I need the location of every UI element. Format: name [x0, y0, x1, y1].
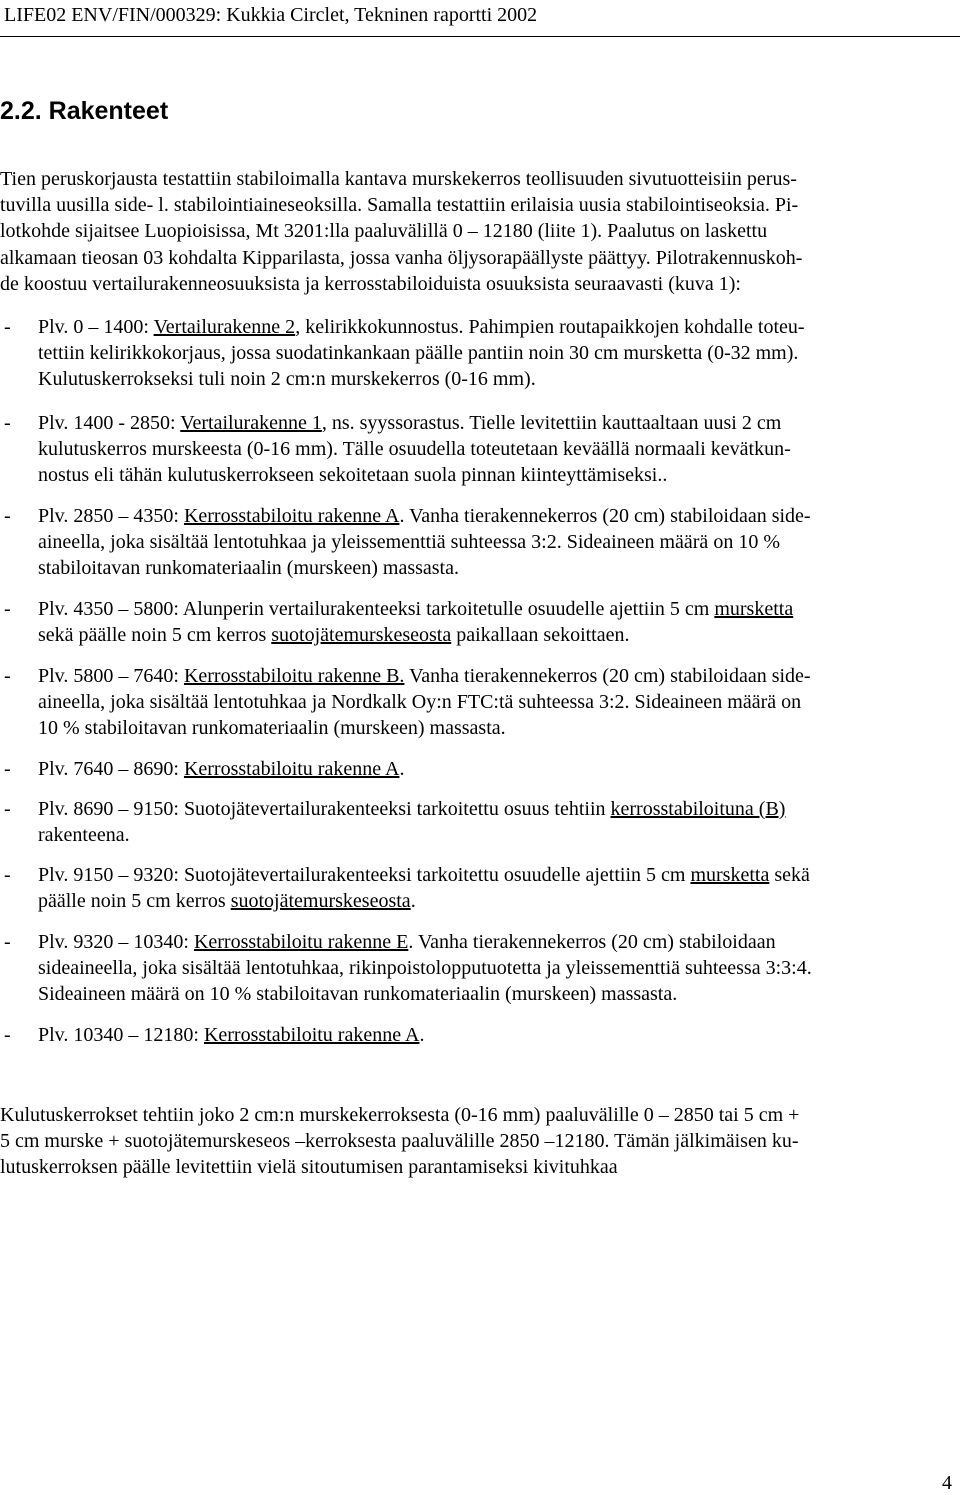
text-line: [38, 503, 945, 529]
text-line: aineella, joka sisältää lentotuhkaa ja Nordkalk Oy:n FTC:tä suhteessa 3:2. Sideaineen määrä on: [38, 691, 802, 714]
text-line: nostus eli tähän kulutuskerrokseen sekoitetaan suola pinnan kiinteyttämiseksi..: [38, 464, 668, 487]
text-run: Plv. 2850 – 4350:: [38, 505, 184, 527]
text-line: [38, 663, 945, 689]
header-rule: [0, 36, 960, 37]
text-line: aineella, joka sisältää lentotuhkaa ja yleissementtiä suhteessa 3:2. Sideaineen määrä on 10 %: [38, 531, 780, 554]
running-header: LIFE02 ENV/FIN/000329: Kukkia Circlet, Tekninen raportti 2002: [4, 4, 538, 26]
text-line: 5 cm murske + suotojätemurskeseos –kerroksesta paaluvälille 2850 –12180. Tämän jälkimäisen ku-: [0, 1130, 799, 1153]
underlined-term: suotojätemurskeseosta: [230, 890, 411, 913]
text-line: lotkohde sijaitsee Luopioisissa, Mt 3201:lla paaluvälillä 0 – 12180 (liite 1). Paalutus on laskettu: [0, 220, 768, 243]
list-item-10: [0, 1022, 945, 1048]
intro-paragraph: [0, 166, 945, 297]
text-line: alkamaan tieosan 03 kohdalta Kipparilasta, jossa vanha öljysorapäällyste päättyy. Pilotrakennuskoh-: [0, 246, 803, 269]
text-line: [38, 622, 945, 648]
underlined-term: Kerrosstabiloitu rakenne A: [183, 758, 400, 780]
list-item-5: [0, 663, 945, 742]
text-run: Plv. 9320 – 10340:: [38, 931, 194, 953]
text-line: stabiloitavan runkomateriaalin (murskeen) massasta.: [38, 557, 459, 580]
text-line: Kulutuskerrokseksi tuli noin 2 cm:n murskekerros (0-16 mm).: [38, 368, 536, 391]
list-dash: -: [4, 665, 11, 687]
text-run: . Vanha tierakennekerros (20 cm) stabiloidaan: [408, 931, 776, 953]
underlined-term: Vertailurakenne 1: [180, 412, 322, 434]
text-run: sekä: [769, 864, 810, 886]
text-line: [38, 862, 945, 888]
list-dash: -: [4, 864, 11, 886]
text-line: tettiin kelirikkokorjaus, jossa suodatinkankaan päälle pantiin noin 30 cm mursketta (0-32 mm).: [38, 342, 799, 365]
underlined-term: mursketta: [714, 598, 794, 620]
text-line: tuvilla uusilla side- l. stabilointiaineseoksilla. Samalla testattiin erilaisia uusia stabilointiseoksia. Pi-: [0, 194, 799, 217]
section-title: 2.2. Rakenteet: [0, 97, 169, 125]
text-line: [38, 888, 945, 914]
underlined-term: Kerrosstabiloitu rakenne A: [183, 505, 400, 527]
text-line: Sideaineen määrä on 10 % stabiloitavan runkomateriaalin (murskeen) massasta.: [38, 983, 678, 1006]
page-number: 4: [942, 1472, 952, 1494]
text-run: paikallaan sekoittaen.: [451, 624, 630, 647]
text-line: [38, 929, 945, 955]
text-run: Vanha tierakennekerros (20 cm) stabiloidaan side-: [404, 665, 811, 687]
underlined-term: kerrosstabiloituna (B): [610, 798, 786, 820]
list-item-3: [0, 503, 945, 582]
text-line: [38, 796, 945, 822]
text-run: , kelirikkokunnostus. Pahimpien routapaikkojen kohdalle toteu-: [295, 316, 805, 338]
text-line: [38, 756, 945, 782]
underlined-term: Vertailurakenne 2: [153, 316, 296, 338]
text-run: Plv. 8690 – 9150: Suotojätevertailurakenteeksi tarkoitettu osuus tehtiin: [38, 798, 611, 820]
underlined-term: Kerrosstabiloitu rakenne B.: [183, 665, 405, 687]
text-run: päälle noin 5 cm kerros: [38, 890, 231, 913]
text-run: sekä päälle noin 5 cm kerros: [38, 624, 272, 647]
text-run: Plv. 7640 – 8690:: [38, 758, 184, 780]
text-line: rakenteena.: [38, 824, 130, 847]
list-dash: -: [4, 758, 11, 780]
list-item-4: [0, 596, 945, 648]
text-run: Plv. 9150 – 9320: Suotojätevertailurakenteeksi tarkoitettu osuudelle ajettiin 5 cm: [38, 864, 691, 886]
text-line: [38, 1022, 945, 1048]
text-line: kulutuskerros murskeesta (0-16 mm). Tälle osuudella toteutetaan keväällä normaali kevätkun-: [38, 438, 791, 461]
list-dash: -: [4, 931, 11, 953]
list-item-2: [0, 410, 945, 489]
list-item-6: [0, 756, 945, 782]
closing-paragraph: [0, 1102, 945, 1181]
text-run: .: [410, 890, 416, 913]
list-dash: -: [4, 1024, 11, 1046]
list-dash: -: [4, 598, 11, 620]
text-run: Plv. 10340 – 12180:: [38, 1024, 204, 1046]
list-item-8: [0, 862, 945, 914]
text-run: Plv. 0 – 1400:: [38, 316, 154, 338]
text-run: Plv. 1400 - 2850:: [38, 412, 181, 434]
text-line: Tien peruskorjausta testattiin stabiloimalla kantava murskekerros teollisuuden sivutuotteisiin perus-: [0, 168, 797, 190]
text-line: [38, 314, 945, 340]
underlined-term: suotojätemurskeseosta: [271, 624, 452, 647]
text-line: de koostuu vertailurakenneosuuksista ja kerrosstabiloiduista osuuksista seuraavasti (kuva 1):: [0, 272, 741, 295]
text-line: sideaineella, joka sisältää lentotuhkaa, rikinpoistolopputuotetta ja yleissementtiä suhteessa 3:3:4.: [38, 957, 812, 980]
list-dash: -: [4, 505, 11, 527]
text-run: Plv. 4350 – 5800: Alunperin vertailurakenteeksi tarkoitetulle osuudelle ajettiin 5 cm: [38, 598, 715, 620]
text-line: Kulutuskerrokset tehtiin joko 2 cm:n murskekerroksesta (0-16 mm) paaluvälille 0 – 2850 tai 5 cm +: [0, 1104, 800, 1126]
text-run: Plv. 5800 – 7640:: [38, 665, 184, 687]
list-dash: -: [4, 316, 11, 338]
underlined-term: Kerrosstabiloitu rakenne E: [193, 931, 409, 953]
text-run: .: [419, 1024, 425, 1046]
list-item-1: [0, 314, 945, 393]
text-run: .: [399, 758, 405, 780]
list-item-7: [0, 796, 945, 848]
list-item-9: [0, 929, 945, 1008]
list-dash: -: [4, 412, 11, 434]
text-line: [38, 410, 945, 436]
text-run: , ns. syyssorastus. Tielle levitettiin kauttaaltaan uusi 2 cm: [321, 412, 782, 434]
text-run: . Vanha tierakennekerros (20 cm) stabiloidaan side-: [399, 505, 811, 527]
underlined-term: mursketta: [690, 864, 770, 886]
text-line: lutuskerroksen päälle levitettiin vielä sitoutumisen parantamiseksi kivituhkaa: [0, 1156, 618, 1179]
underlined-term: Kerrosstabiloitu rakenne A: [203, 1024, 420, 1046]
list-dash: -: [4, 798, 11, 820]
text-line: 10 % stabiloitavan runkomateriaalin (murskeen) massasta.: [38, 717, 506, 740]
text-line: [38, 596, 945, 622]
